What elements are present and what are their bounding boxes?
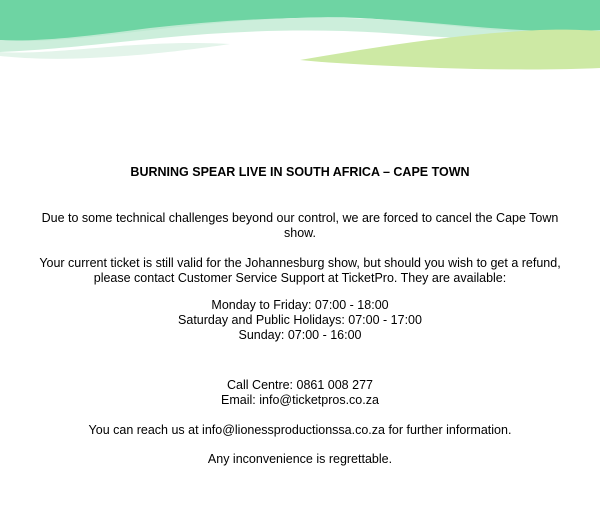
call-centre: Call Centre: 0861 008 277 xyxy=(227,378,373,392)
contact-email: Email: info@ticketpros.co.za xyxy=(221,393,379,407)
hours-weekday: Monday to Friday: 07:00 - 18:00 xyxy=(211,298,389,312)
refund-notice-line-2: please contact Customer Service Support at TicketPro. They are available: xyxy=(93,271,507,285)
document-title: BURNING SPEAR LIVE IN SOUTH AFRICA – CAPE TOWN xyxy=(130,165,470,179)
hours-sunday: Sunday: 07:00 - 16:00 xyxy=(238,328,362,342)
hours-saturday: Saturday and Public Holidays: 07:00 - 17:00 xyxy=(178,313,422,327)
reach-us-line xyxy=(0,423,600,438)
closing-line xyxy=(0,452,600,467)
support-hours xyxy=(0,298,600,343)
cancel-notice-line-1: Due to some technical challenges beyond our control, we are forced to cancel the Cape Town xyxy=(41,211,559,225)
cancel-notice-line-2: show. xyxy=(284,226,316,240)
refund-notice-line-1: Your current ticket is still valid for the Johannesburg show, but should you wish to get a refund, xyxy=(39,256,561,270)
contact-details xyxy=(0,378,600,408)
closing-text: Any inconvenience is regrettable. xyxy=(207,452,393,466)
refund-notice xyxy=(0,256,600,286)
header-wave-decoration xyxy=(0,0,600,80)
reach-us-text: You can reach us at info@lionessproductionssa.co.za for further information. xyxy=(88,423,512,437)
cancel-notice xyxy=(0,211,600,241)
